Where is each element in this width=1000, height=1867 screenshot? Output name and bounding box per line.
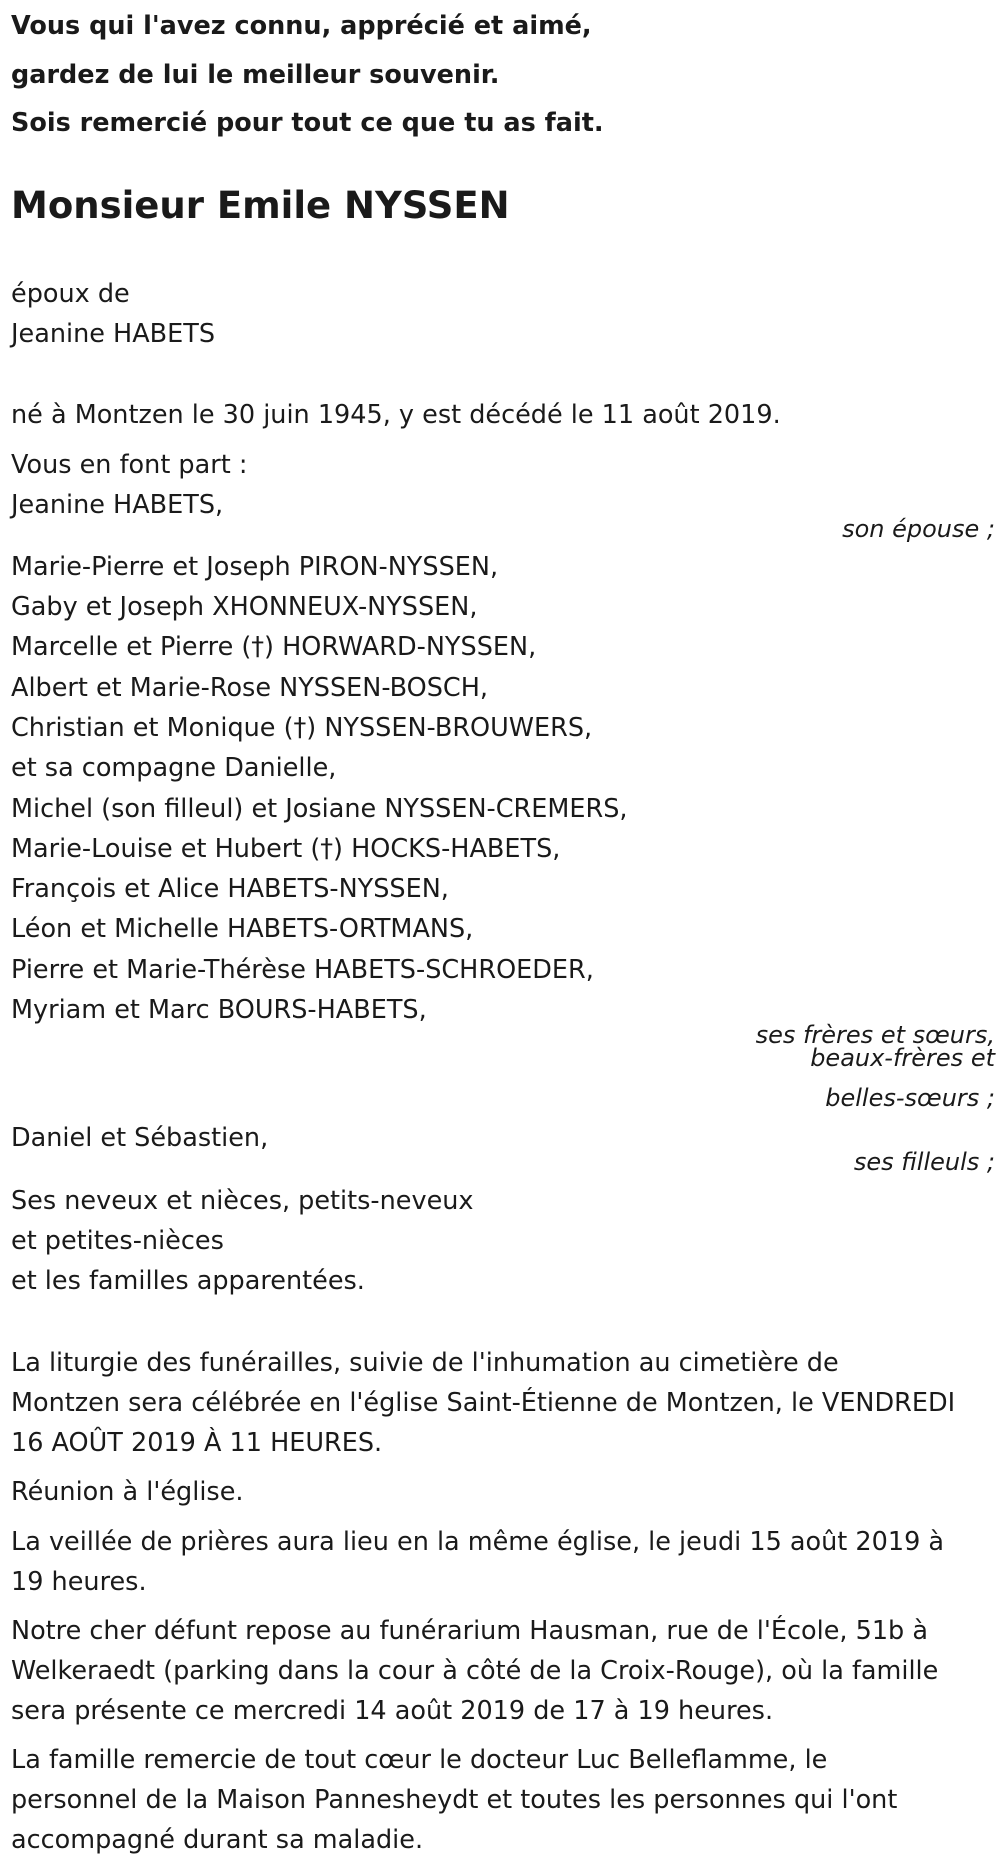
sibling-line: Albert et Marie-Rose NYSSEN-BOSCH, [11, 673, 489, 703]
thanks-line: personnel de la Maison Pannesheydt et toutes les personnes qui l'ont [11, 1785, 898, 1815]
vigil-line: 19 heures. [11, 1567, 147, 1597]
sibling-line: Léon et Michelle HABETS-ORTMANS, [11, 914, 474, 944]
sibling-line: Marie-Louise et Hubert (†) HOCKS-HABETS, [11, 834, 561, 864]
spouse-role: son épouse ; [842, 515, 995, 543]
sibling-line: Michel (son filleul) et Josiane NYSSEN-CREMERS, [11, 794, 628, 824]
sibling-line: Marie-Pierre et Joseph PIRON-NYSSEN, [11, 552, 499, 582]
ceremony-line: 16 AOÛT 2019 À 11 HEURES. [11, 1428, 383, 1458]
rest-line: Notre cher défunt repose au funérarium Hausman, rue de l'École, 51b à [11, 1616, 928, 1646]
relatives-line: et petites-nièces [11, 1226, 224, 1256]
sibling-line: Pierre et Marie-Thérèse HABETS-SCHROEDER, [11, 955, 594, 985]
relatives-line: Ses neveux et nièces, petits-neveux [11, 1186, 474, 1216]
thanks-line: La famille remercie de tout cœur le docteur Luc Belleflamme, le [11, 1745, 828, 1775]
spouse-name: Jeanine HABETS [11, 319, 216, 349]
meeting-line: Réunion à l'église. [11, 1477, 244, 1507]
ceremony-line: La liturgie des funérailles, suivie de l'inhumation au cimetière de [11, 1348, 839, 1378]
rest-line: Welkeraedt (parking dans la cour à côté de la Croix-Rouge), où la famille [11, 1656, 939, 1686]
sibling-line: et sa compagne Danielle, [11, 753, 337, 783]
siblings-role: beaux-frères et [810, 1044, 995, 1072]
thanks-line: accompagné durant sa maladie. [11, 1825, 424, 1855]
intro-line: Vous qui l'avez connu, apprécié et aimé, [11, 11, 592, 41]
sibling-line: Christian et Monique (†) NYSSEN-BROUWERS, [11, 713, 593, 743]
sibling-line: François et Alice HABETS-NYSSEN, [11, 874, 449, 904]
relatives-line: et les familles apparentées. [11, 1266, 365, 1296]
spouse-line: Jeanine HABETS, [11, 490, 224, 520]
deceased-name: Monsieur Emile NYSSEN [11, 184, 510, 227]
ceremony-line: Montzen sera célébrée en l'église Saint-Étienne de Montzen, le VENDREDI [11, 1388, 956, 1418]
godchildren-line: Daniel et Sébastien, [11, 1123, 269, 1153]
intro-line: gardez de lui le meilleur souvenir. [11, 60, 500, 90]
announcement-line: Vous en font part : [11, 450, 248, 480]
sibling-line: Myriam et Marc BOURS-HABETS, [11, 995, 427, 1025]
siblings-role: ses frères et sœurs, [755, 1021, 995, 1049]
rest-line: sera présente ce mercredi 14 août 2019 de 17 à 19 heures. [11, 1696, 774, 1726]
intro-line: Sois remercié pour tout ce que tu as fait. [11, 108, 604, 138]
spouse-prefix: époux de [11, 279, 130, 309]
sibling-line: Marcelle et Pierre (†) HORWARD-NYSSEN, [11, 632, 537, 662]
godchildren-role: ses filleuls ; [853, 1148, 995, 1176]
birth-death-line: né à Montzen le 30 juin 1945, y est décédé le 11 août 2019. [11, 400, 781, 430]
siblings-role: belles-sœurs ; [825, 1084, 995, 1112]
vigil-line: La veillée de prières aura lieu en la même église, le jeudi 15 août 2019 à [11, 1527, 945, 1557]
sibling-line: Gaby et Joseph XHONNEUX-NYSSEN, [11, 592, 478, 622]
